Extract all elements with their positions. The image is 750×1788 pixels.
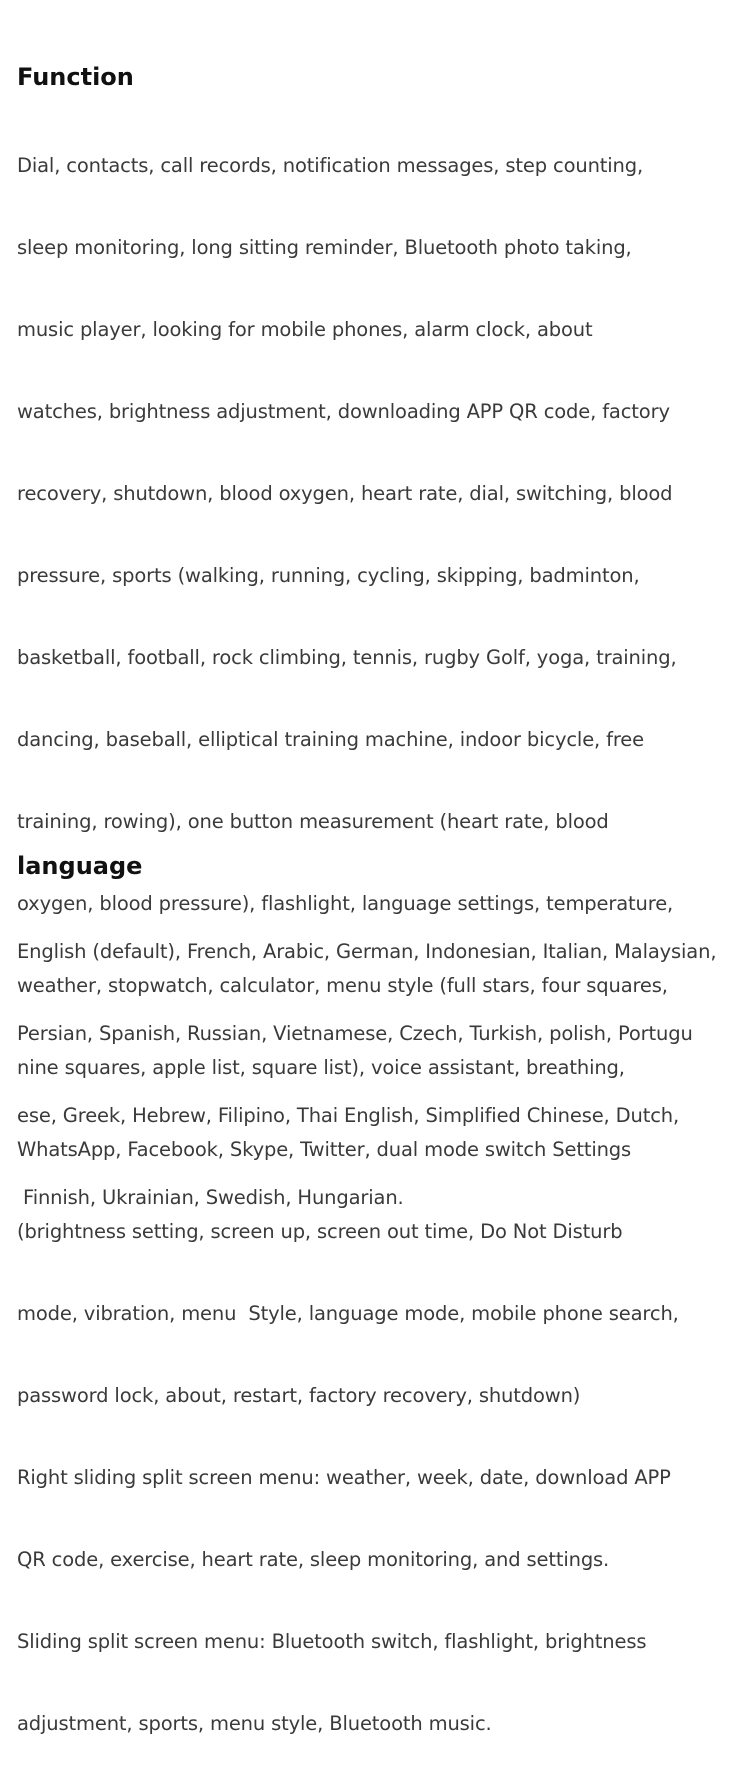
function-line: adjustment, sports, menu style, Bluetooth music.: [17, 1712, 492, 1735]
language-line: Finnish, Ukrainian, Swedish, Hungarian.: [17, 1186, 404, 1209]
function-line: watches, brightness adjustment, downloading APP QR code, factory: [17, 400, 670, 423]
function-heading: Function: [17, 63, 134, 91]
function-line: Dial, contacts, call records, notification messages, step counting,: [17, 154, 644, 177]
function-line: sleep monitoring, long sitting reminder, Bluetooth photo taking,: [17, 236, 632, 259]
function-line: weather, stopwatch, calculator, menu style (full stars, four squares,: [17, 974, 668, 997]
language-description: [17, 888, 716, 1262]
function-line: pressure, sports (walking, running, cycling, skipping, badminton,: [17, 564, 640, 587]
function-line: recovery, shutdown, blood oxygen, heart rate, dial, switching, blood: [17, 482, 673, 505]
language-heading: language: [17, 852, 143, 880]
function-line: oxygen, blood pressure), flashlight, language settings, temperature,: [17, 892, 674, 915]
language-line: ese, Greek, Hebrew, Filipino, Thai English, Simplified Chinese, Dutch,: [17, 1104, 680, 1127]
function-line: Right sliding split screen menu: weather, week, date, download APP: [17, 1466, 671, 1489]
function-line: basketball, football, rock climbing, tennis, rugby Golf, yoga, training,: [17, 646, 677, 669]
function-line: QR code, exercise, heart rate, sleep monitoring, and settings.: [17, 1548, 610, 1571]
function-line: nine squares, apple list, square list), voice assistant, breathing,: [17, 1056, 625, 1079]
function-line: Sliding split screen menu: Bluetooth switch, flashlight, brightness: [17, 1630, 647, 1653]
function-line: mode, vibration, menu Style, language mode, mobile phone search,: [17, 1302, 679, 1325]
function-line: music player, looking for mobile phones, alarm clock, about: [17, 318, 593, 341]
function-line: (brightness setting, screen up, screen out time, Do Not Disturb: [17, 1220, 623, 1243]
language-line: Persian, Spanish, Russian, Vietnamese, Czech, Turkish, polish, Portugu: [17, 1022, 693, 1045]
function-line: training, rowing), one button measurement (heart rate, blood: [17, 810, 609, 833]
language-line: English (default), French, Arabic, German, Indonesian, Italian, Malaysian,: [17, 940, 717, 963]
function-line: dancing, baseball, elliptical training machine, indoor bicycle, free: [17, 728, 644, 751]
function-line: WhatsApp, Facebook, Skype, Twitter, dual mode switch Settings: [17, 1138, 632, 1161]
function-line: password lock, about, restart, factory recovery, shutdown): [17, 1384, 581, 1407]
